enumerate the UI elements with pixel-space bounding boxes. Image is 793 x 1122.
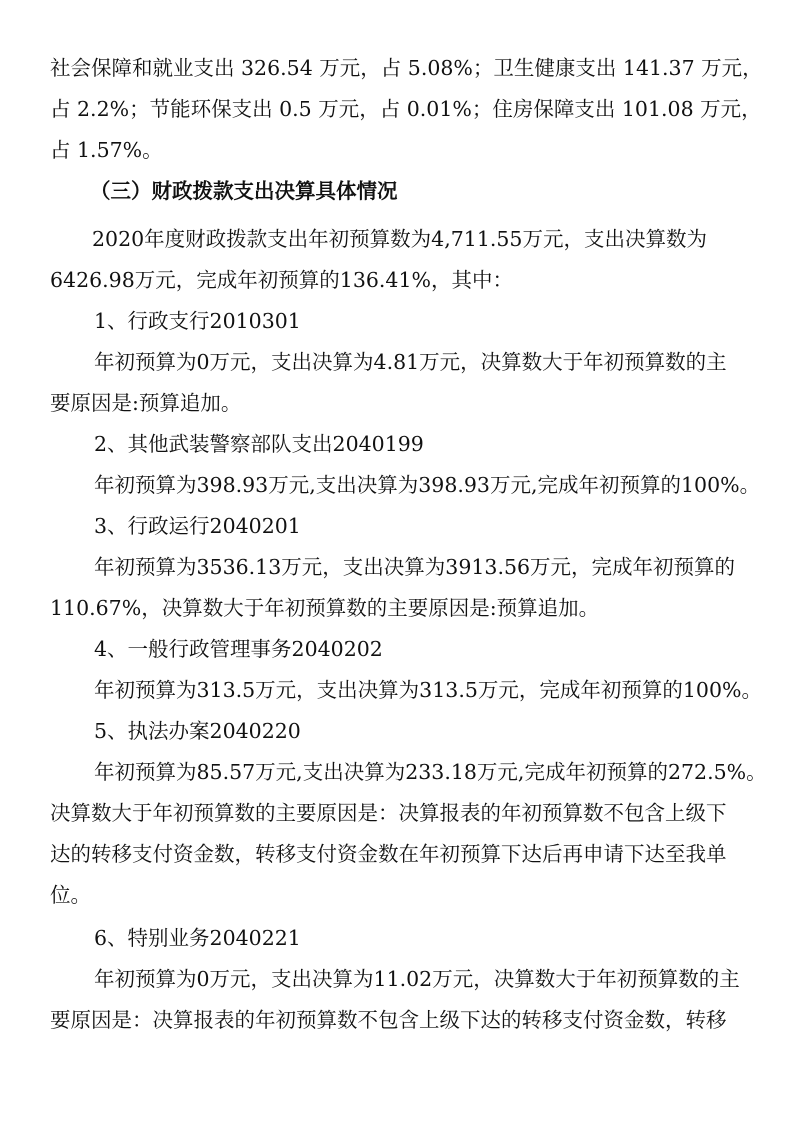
item-title: 1、行政支行2010301 <box>94 309 301 333</box>
summary-line-2: 6426.98万元，完成年初预算的136.41%，其中： <box>50 268 513 292</box>
item-5 <box>50 711 767 916</box>
intro-line-2: 占 2.2%；节能环保支出 0.5 万元，占 0.01%；住房保障支出 101.08 万元， <box>50 97 762 121</box>
item-body-line: 110.67%，决算数大于年初预算数的主要原因是:预算追加。 <box>50 596 600 620</box>
item-title: 5、执法办案2040220 <box>94 719 301 743</box>
item-body-line: 年初预算为0万元，支出决算为11.02万元，决算数大于年初预算数的主 <box>94 967 740 991</box>
item-6 <box>50 918 750 1041</box>
item-title: 6、特别业务2040221 <box>94 926 301 950</box>
item-body-line: 要原因是：决算报表的年初预算数不包含上级下达的转移支付资金数，转移 <box>50 1008 727 1032</box>
item-1 <box>50 301 750 424</box>
item-3 <box>50 506 750 629</box>
summary-line-1: 2020年度财政拨款支出年初预算数为4,711.55万元，支出决算数为 <box>92 227 707 251</box>
item-title: 3、行政运行2040201 <box>94 514 301 538</box>
item-4 <box>50 629 762 711</box>
item-body-line: 年初预算为313.5万元，支出决算为313.5万元，完成年初预算的100%。 <box>94 678 762 702</box>
item-body-line: 年初预算为3536.13万元，支出决算为3913.56万元，完成年初预算的 <box>94 555 736 579</box>
item-body-line: 决算数大于年初预算数的主要原因是：决算报表的年初预算数不包含上级下 <box>50 801 727 825</box>
item-title: 2、其他武装警察部队支出2040199 <box>94 432 424 456</box>
item-body-line: 要原因是:预算追加。 <box>50 391 242 415</box>
item-2 <box>50 424 761 506</box>
intro-paragraph <box>50 48 763 171</box>
item-title: 4、一般行政管理事务2040202 <box>94 637 383 661</box>
item-body-line: 达的转移支付资金数，转移支付资金数在年初预算下达后再申请下达至我单 <box>50 842 727 866</box>
item-body-line: 年初预算为398.93万元,支出决算为398.93万元,完成年初预算的100%。 <box>94 473 761 497</box>
item-body-line: 年初预算为0万元，支出决算为4.81万元，决算数大于年初预算数的主 <box>94 350 727 374</box>
summary-paragraph <box>50 219 750 301</box>
intro-line-1: 社会保障和就业支出 326.54 万元，占 5.08%；卫生健康支出 141.37 万元， <box>50 56 763 80</box>
item-body-line: 年初预算为85.57万元,支出决算为233.18万元,完成年初预算的272.5%。 <box>94 760 767 784</box>
item-body-line: 位。 <box>50 883 91 907</box>
section-heading: （三）财政拨款支出决算具体情况 <box>90 179 398 203</box>
intro-line-3: 占 1.57%。 <box>50 138 163 162</box>
